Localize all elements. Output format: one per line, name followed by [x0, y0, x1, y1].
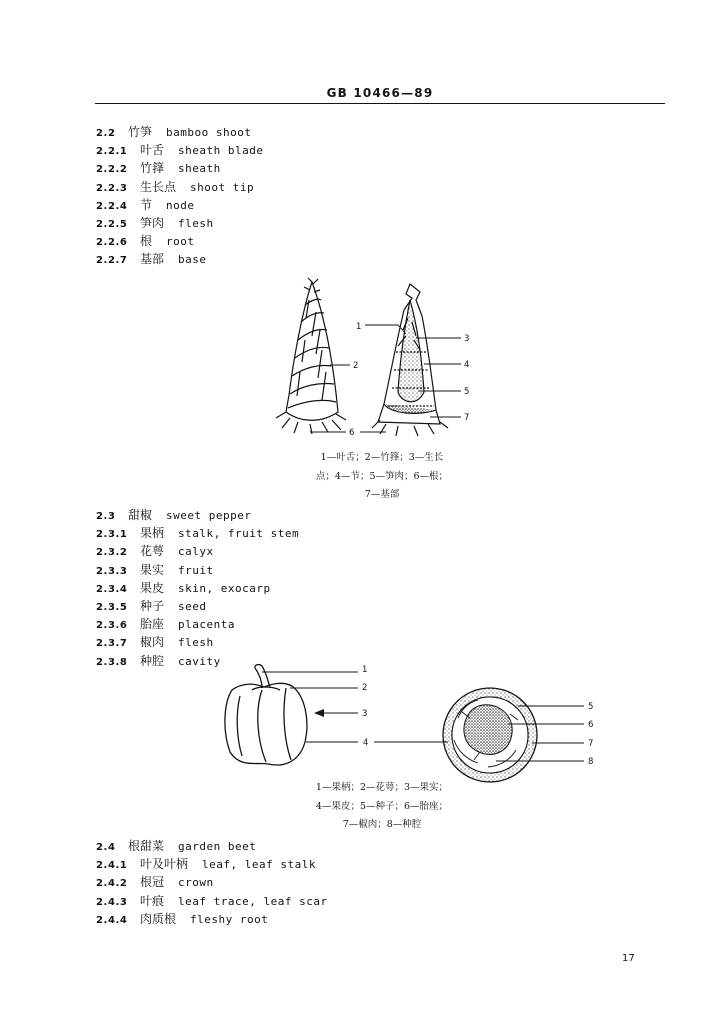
- term-english: root: [166, 235, 195, 249]
- figure1-caption-line: 点；4—节；5—笋肉；6—根；: [315, 470, 449, 482]
- term-chinese: 叶及叶柄: [140, 857, 189, 872]
- figure2-caption-line: 1—果柄；2—花萼；3—果实；: [315, 782, 449, 793]
- term-chinese: 果柄: [140, 526, 165, 541]
- term-chinese: 叶痕: [140, 893, 165, 908]
- term-number: 2.4.3: [96, 896, 128, 908]
- term-english: shoot tip: [190, 180, 255, 194]
- term-chinese: 甜椒: [128, 508, 153, 522]
- figure2-label-4: 4: [363, 738, 369, 748]
- term-english: garden beet: [178, 840, 257, 853]
- term-number: 2.3.1: [96, 529, 128, 541]
- figure2-label-2: 2: [362, 683, 368, 693]
- figure1-label-4: 4: [464, 360, 470, 370]
- figure1-label-7: 7: [464, 413, 470, 423]
- term-english: fleshy root: [190, 912, 269, 926]
- figure2-label-3: 3: [362, 709, 368, 719]
- term-english: seed: [178, 599, 207, 613]
- term-english: stalk, fruit stem: [178, 527, 300, 541]
- term-number: 2.3: [96, 511, 116, 522]
- term-chinese: 肉质根: [140, 911, 177, 926]
- term-number: 2.2.2: [96, 164, 128, 176]
- figure2-caption-line: 4—果皮；5—种子；6—胎座；: [315, 800, 449, 812]
- term-chinese: 竹笋: [128, 125, 153, 139]
- term-number: 2.4.2: [96, 878, 128, 890]
- term-number: 2.3.2: [96, 547, 128, 559]
- term-number: 2.3.7: [96, 638, 128, 650]
- term-number: 2.4.4: [96, 914, 128, 926]
- term-chinese: 根甜菜: [128, 839, 165, 853]
- term-english: flesh: [178, 636, 214, 650]
- term-english: crown: [178, 876, 214, 890]
- term-english: skin, exocarp: [178, 581, 271, 595]
- term-english: cavity: [178, 654, 221, 668]
- term-english: bamboo shoot: [166, 126, 252, 139]
- figure2-label-6: 6: [588, 720, 594, 730]
- figure2-label-8: 8: [588, 757, 594, 767]
- standard-code-header: GB 10466—89: [326, 86, 434, 100]
- term-chinese: 生长点: [140, 179, 177, 194]
- term-english: sheath: [178, 162, 221, 176]
- term-chinese: 竹箨: [140, 161, 165, 176]
- term-chinese: 节: [140, 197, 153, 212]
- term-chinese: 基部: [140, 252, 165, 267]
- term-number: 2.2.3: [96, 182, 128, 194]
- term-chinese: 根: [140, 234, 153, 249]
- fruit-arrowhead-icon: [314, 709, 324, 717]
- term-number: 2.4: [96, 842, 116, 853]
- term-chinese: 笋肉: [140, 215, 165, 230]
- term-english: flesh: [178, 216, 214, 230]
- term-chinese: 花萼: [140, 544, 165, 559]
- figure1-caption-line: 7—基部: [364, 489, 400, 500]
- term-number: 2.3.8: [96, 656, 128, 668]
- term-number: 2.2.1: [96, 146, 128, 158]
- figure2-label-7: 7: [588, 739, 594, 749]
- term-chinese: 叶舌: [140, 143, 165, 158]
- figure1-label-5: 5: [464, 387, 470, 397]
- figure1-label-6: 6: [349, 428, 355, 438]
- term-number: 2.2.4: [96, 200, 128, 212]
- figure1-caption: [270, 449, 494, 505]
- sweet-pepper-section-drawing: [443, 688, 537, 782]
- term-chinese: 椒肉: [140, 635, 165, 650]
- term-english: leaf, leaf stalk: [202, 858, 316, 872]
- term-number: 2.4.1: [96, 860, 128, 872]
- term-chinese: 根冠: [140, 875, 165, 890]
- term-chinese: 胎座: [140, 617, 165, 632]
- figure1-label-2: 2: [353, 361, 359, 371]
- figure1-label-1: 1: [356, 322, 362, 332]
- term-chinese: 果皮: [140, 580, 165, 595]
- term-english: node: [166, 198, 195, 212]
- term-chinese: 种子: [140, 598, 165, 613]
- term-english: leaf trace, leaf scar: [178, 894, 328, 908]
- term-english: sheath blade: [178, 144, 264, 158]
- figure2-caption: [270, 779, 494, 835]
- figure1-caption-line: 1—叶舌；2—竹箨；3—生长: [320, 452, 444, 463]
- term-number: 2.2.5: [96, 218, 128, 230]
- figure2-caption-line: 7—椒肉；8—种腔: [342, 819, 422, 830]
- term-chinese: 种腔: [140, 653, 165, 668]
- figure2-label-5: 5: [588, 702, 594, 712]
- figure1-label-3: 3: [464, 334, 470, 344]
- term-english: calyx: [178, 545, 214, 559]
- term-number: 2.3.5: [96, 601, 128, 613]
- term-number: 2.2.6: [96, 237, 128, 249]
- term-number: 2.2.7: [96, 255, 128, 267]
- sweet-pepper-outline-drawing: [225, 665, 307, 765]
- term-english: placenta: [178, 618, 235, 632]
- term-number: 2.2: [96, 128, 116, 139]
- bamboo-shoot-section-drawing: [372, 284, 448, 436]
- figure2-label-1: 1: [362, 665, 368, 675]
- bamboo-shoot-outline-drawing: [276, 278, 346, 434]
- term-number: 2.3.6: [96, 620, 128, 632]
- page-number: 17: [622, 953, 635, 964]
- term-english: fruit: [178, 563, 214, 577]
- term-chinese: 果实: [140, 562, 165, 577]
- term-number: 2.3.4: [96, 583, 128, 595]
- term-english: sweet pepper: [166, 509, 252, 522]
- term-number: 2.3.3: [96, 565, 128, 577]
- term-english: base: [178, 253, 207, 267]
